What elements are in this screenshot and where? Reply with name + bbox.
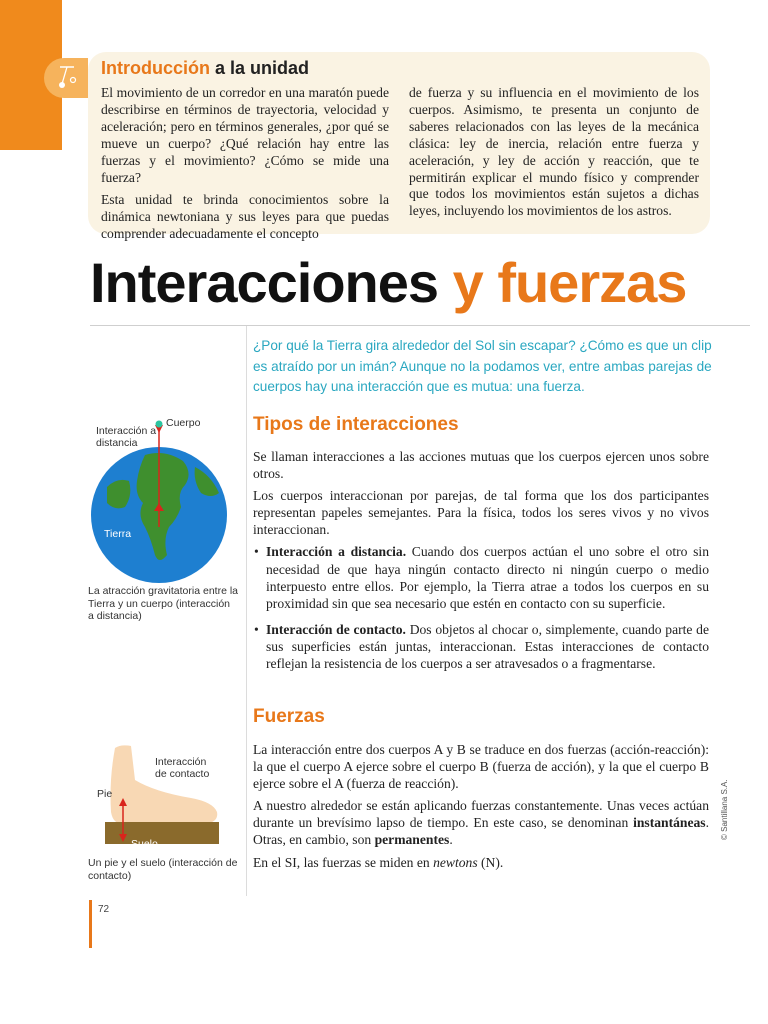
title-divider [90,325,750,326]
list-text: Cuando dos cuerpos actúan el uno sobre el otro sin necesidad de que haya ningún contacto directo ni ningún cuerpo o medio interpuesto entre ellos. Por ejemplo, la Tierra atrae a todos los cuerpos en su proximidad sin que sea necesario que estén en contacto con su superficie. [266,544,709,611]
text-run: . Otras, en cambio, son [253,815,709,848]
list-item [253,543,709,611]
caption-foot: Un pie y el suelo (interacción de contacto) [88,857,238,882]
intro-tab-icon [44,58,88,98]
intro-heading-rest: a la unidad [210,58,310,78]
list-text: Dos objetos al chocar o, simplemente, cuando parte de sus superficies están juntas, interaccionan. Estas interacciones de contacto reflejan la resistencia de los cuerpos a ser atravesados o a fragmentarse. [266,621,709,672]
term-permanentes: permanentes [374,832,450,848]
page-number-bar [89,900,92,948]
body-paragraph [253,854,709,871]
page-number: 72 [98,904,110,915]
caption-earth: La atracción gravitatoria entre la Tierra y un cuerpo (interacción a distancia) [88,585,238,622]
intro-paragraph: de fuerza y su influencia en el movimiento de los cuerpos. Asimismo, te presenta un conjunto de saberes relacionados con las leyes de la mecánica clásica: ley de inercia, relación entre fuerza y aceleración, y ley de acción y reacción, que te permitirán explicar el mundo físico y comprender que todos los movimientos están sujetos a dichas leyes, incluyendo los movimientos de los astros. [409,85,699,219]
intro-column-2 [409,85,699,226]
intro-paragraph: Esta unidad te brinda conocimientos sobre la dinámica newtoniana y sus leyes para que puedas comprender adecuadamente el concepto [101,192,389,242]
body-paragraph: Se llaman interacciones a las acciones mutuas que los cuerpos ejercen unos sobre otros. [253,449,709,482]
body-paragraph: La interacción entre dos cuerpos A y B se traduce en dos fuerzas (acción-reacción): la que el cuerpo A ejerce sobre el cuerpo B (fuerza de acción), y la que el cuerpo B ejerce sobre el A (fuerza de reacción). [253,742,709,792]
page-title-part1: Interacciones [90,251,453,314]
label-interaction-distance: Interacción a distancia [96,425,157,449]
pendulum-icon [44,58,88,98]
list-term: Interacción a distancia. [266,544,407,560]
list-item [253,621,709,672]
body-paragraph: Los cuerpos interaccionan por parejas, de tal forma que los dos participantes representan papeles semejantes. Para la física, todos los seres vivos y no vivos interaccionan. [253,488,709,538]
label-ground: Suelo [131,838,158,850]
section-heading-fuerzas: Fuerzas [253,706,325,727]
text-run: . [449,832,453,848]
lead-paragraph: ¿Por qué la Tierra gira alrededor del Sol sin escapar? ¿Cómo es que un clip es atraído por un imán? Aunque no la podamos ver, entre ambas parejas de cuerpos hay una interacción que es mutua: una fuerza. [253,338,712,394]
section-heading-tipos: Tipos de interacciones [253,414,459,435]
page-title-part2: y fuerzas [452,251,687,314]
intro-heading [101,58,309,79]
intro-column-1 [101,85,389,249]
label-body: Cuerpo [166,417,201,429]
copyright-notice: © Santillana S.A. [720,779,729,840]
text-run: En el SI, las fuerzas se miden en [253,854,434,870]
column-divider [246,326,247,896]
text-run: (N). [477,854,504,870]
page-title [90,250,686,315]
text-run: A nuestro alrededor se están aplicando fuerzas constantemente. Unas veces actúan durante un brevísimo lapso de tiempo. En este caso, se denominan [253,798,709,831]
intro-paragraph: El movimiento de un corredor en una maratón puede describirse en términos de trayectoria, velocidad y aceleración; pero en términos generales, ¿por qué se mueve un cuerpo? ¿Qué relación hay entre las fuerzas y el movimiento? ¿Cómo se mide una fuerza? [101,85,389,185]
list-term: Interacción de contacto. [266,621,406,637]
interaction-types-list [253,543,709,672]
section-body-tipos [253,448,709,681]
term-instantaneas: instantáneas [633,815,706,831]
section-body-fuerzas [253,741,709,876]
term-newtons: newtons [433,854,478,870]
label-earth: Tierra [104,528,132,540]
label-foot: Pie [97,788,113,800]
intro-heading-accent: Introducción [101,58,210,78]
body-paragraph [253,797,709,848]
label-interaction-contact: Interacción de contacto [155,756,210,780]
